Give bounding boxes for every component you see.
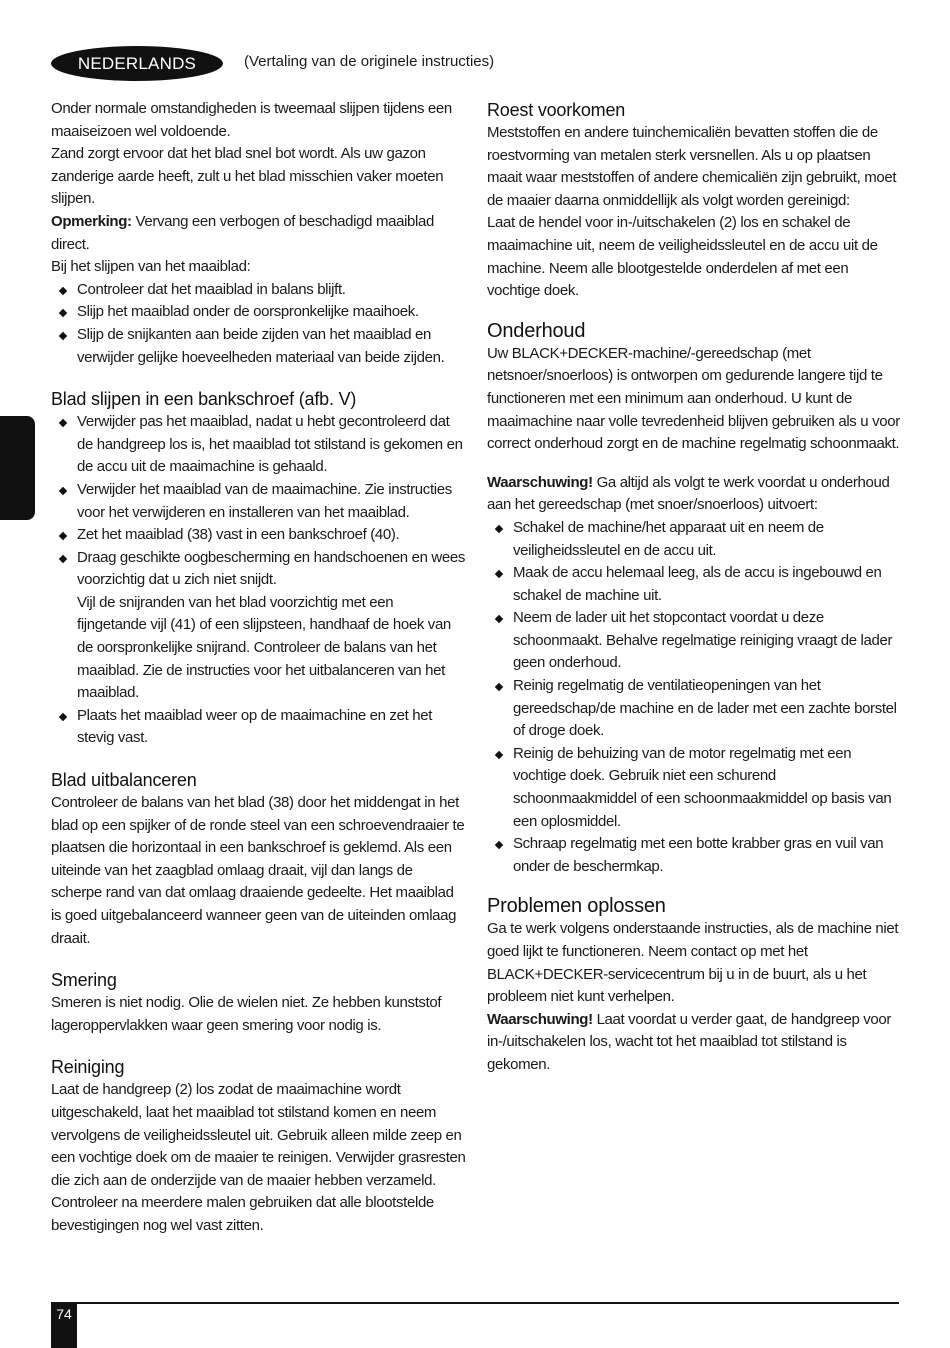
list-item: Verwijder pas het maaiblad, nadat u hebt gecontroleerd dat de handgreep los is, het maaiblad tot stilstand is gekomen en de accu uit de maaimachine is gehaald. <box>51 411 466 479</box>
list-item: Neem de lader uit het stopcontact voordat u deze schoonmaakt. Behalve regelmatige reiniging vraagt de lader geen onderhoud. <box>487 607 902 675</box>
paragraph: Laat de handgreep (2) los zodat de maaimachine wordt uitgeschakeld, laat het maaiblad tot stilstand komen en neem vervolgens de veiligheidssleutel uit. Gebruik alleen milde zeep en een vochtige doek om de maaier te reinigen. Verwijder grasresten die zich aan de onderzijde van de maaier hebben verzameld. Controleer na meerdere malen gebruiken dat alle blootstelde bevestigingen nog wel vast zitten. <box>51 1081 466 1234</box>
vise-list <box>51 411 466 592</box>
warning-paragraph <box>487 1009 902 1077</box>
left-column <box>51 98 466 1238</box>
note-text: Vervang een verbogen of beschadigd maaiblad direct. <box>51 212 435 253</box>
section-title-rust: Roest voorkomen <box>487 100 626 120</box>
note-paragraph <box>51 211 466 256</box>
section-title-balance: Blad uitbalanceren <box>51 770 197 791</box>
section-title-lubrication: Smering <box>51 970 117 991</box>
list-item: Reinig de behuizing van de motor regelmatig met een vochtige doek. Gebruik niet een schurend schoonmaakmiddel of een schoonmaakmiddel op basis van een oplosmiddel. <box>487 743 902 833</box>
warning-label: Waarschuwing! <box>487 1010 593 1028</box>
sharpen-list <box>51 279 466 369</box>
warning-label: Waarschuwing! <box>487 473 593 491</box>
warning-paragraph <box>487 472 902 517</box>
translation-note: (Vertaling van de originele instructies) <box>244 53 495 70</box>
list-item: Slijp de snijkanten aan beide zijden van het maaiblad en verwijder gelijke hoeveelheden materiaal van beide zijden. <box>51 324 466 369</box>
section-title-vise: Blad slijpen in een bankschroef (afb. V) <box>51 389 357 410</box>
page-number: 74 <box>51 1302 77 1348</box>
section-title-troubleshooting: Problemen oplossen <box>487 895 666 918</box>
list-item: Zet het maaiblad (38) vast in een bankschroef (40). <box>51 524 466 547</box>
side-tab-marker <box>0 416 35 520</box>
right-column <box>487 98 902 1077</box>
paragraph: Uw BLACK+DECKER-machine/-gereedschap (met netsnoer/snoerloos) is ontworpen om gedurende langere tijd te functioneren met een minimum aan onderhoud. U kunt de maaimachine naar volle tevredenheid blijven gebruiken als u voor correct onderhoud zorgt en de machine regelmatig schoonmaakt. <box>487 344 900 453</box>
note-label: Opmerking: <box>51 212 132 230</box>
list-item: Reinig regelmatig de ventilatieopeningen van het gereedschap/de machine en de lader met een zachte borstel of droge doek. <box>487 675 902 743</box>
list-item: Slijp het maaiblad onder de oorspronkelijke maaihoek. <box>51 301 466 324</box>
paragraph: Controleer de balans van het blad (38) door het middengat in het blad op een spijker of de ronde steel van een schroevendraaier te plaatsen die horizontaal in een bankschroef is geklemd. Als een uiteinde van het zaagblad omlaag draait, vijl dan langs de scherpe rand van dat omlaag draaiende gedeelte. Het maaiblad is goed uitgebalanceerd wanneer geen van de uiteinden omlaag draait. <box>51 794 465 947</box>
list-item: Plaats het maaiblad weer op de maaimachine en zet het stevig vast. <box>51 705 466 750</box>
list-item: Schraap regelmatig met een botte krabber gras en vuil van onder de beschermkap. <box>487 833 902 878</box>
list-item: Draag geschikte oogbescherming en handschoenen en wees voorzichtig dat u zich niet snijdt. <box>51 547 466 592</box>
paragraph: Smeren is niet nodig. Olie de wielen niet. Ze hebben kunststof lageroppervlakken waar geen smering voor nodig is. <box>51 994 442 1034</box>
section-title-maintenance: Onderhoud <box>487 319 586 342</box>
paragraph: Bij het slijpen van het maaiblad: <box>51 258 251 276</box>
paragraph: Meststoffen en andere tuinchemicaliën bevatten stoffen die de roestvorming van metalen sterk versnellen. Als u op plaatsen maait waar meststoffen of andere chemicaliën zijn gebruikt, moet de maaier daarna onmiddellijk als volgt worden gereinigd: <box>487 124 897 209</box>
section-title-cleaning: Reiniging <box>51 1057 125 1078</box>
maintenance-list <box>487 517 902 879</box>
paragraph: Ga te werk volgens onderstaande instructies, als de machine niet goed lijkt te functioneren. Neem contact op met het BLACK+DECKER-servicecentrum bij u in de buurt, als u het probleem niet kunt verhelpen. <box>487 920 899 1006</box>
warning-text: Laat voordat u verder gaat, de handgreep voor in-/uitschakelen los, wacht tot het maaiblad tot stilstand is gekomen. <box>487 1010 892 1073</box>
list-item: Schakel de machine/het apparaat uit en neem de veiligheidssleutel en de accu uit. <box>487 517 902 562</box>
vise-list-end <box>51 705 466 750</box>
list-item: Verwijder het maaiblad van de maaimachine. Zie instructies voor het verwijderen en installeren van het maaiblad. <box>51 479 466 524</box>
footer-divider <box>51 1302 899 1304</box>
list-item: Controleer dat het maaiblad in balans blijft. <box>51 279 466 302</box>
paragraph: Laat de hendel voor in-/uitschakelen (2) los en schakel de maaimachine uit, neem de veiligheidssleutel en de accu uit de machine. Neem alle blootgestelde onderdelen af met een vochtige doek. <box>487 214 878 300</box>
paragraph: Onder normale omstandigheden is tweemaal slijpen tijdens een maaiseizoen wel voldoende. <box>51 100 452 140</box>
paragraph: Vijl de snijranden van het blad voorzichtig met een fijngetande vijl (41) of een slijpsteen, handhaaf de hoek van de oorspronkelijke snijrand. Controleer de balans van het maaiblad. Zie de instructies voor het uitbalanceren van het maaiblad. <box>77 593 451 702</box>
language-badge: NEDERLANDS <box>51 46 223 81</box>
list-item: Maak de accu helemaal leeg, als de accu is ingebouwd en schakel de machine uit. <box>487 562 902 607</box>
paragraph: Zand zorgt ervoor dat het blad snel bot wordt. Als uw gazon zanderige aarde heeft, zult u het blad misschien vaker moeten slijpen. <box>51 145 444 208</box>
warning-text: Ga altijd als volgt te werk voordat u onderhoud aan het gereedschap (met snoer/snoerloos) uitvoert: <box>487 473 890 514</box>
